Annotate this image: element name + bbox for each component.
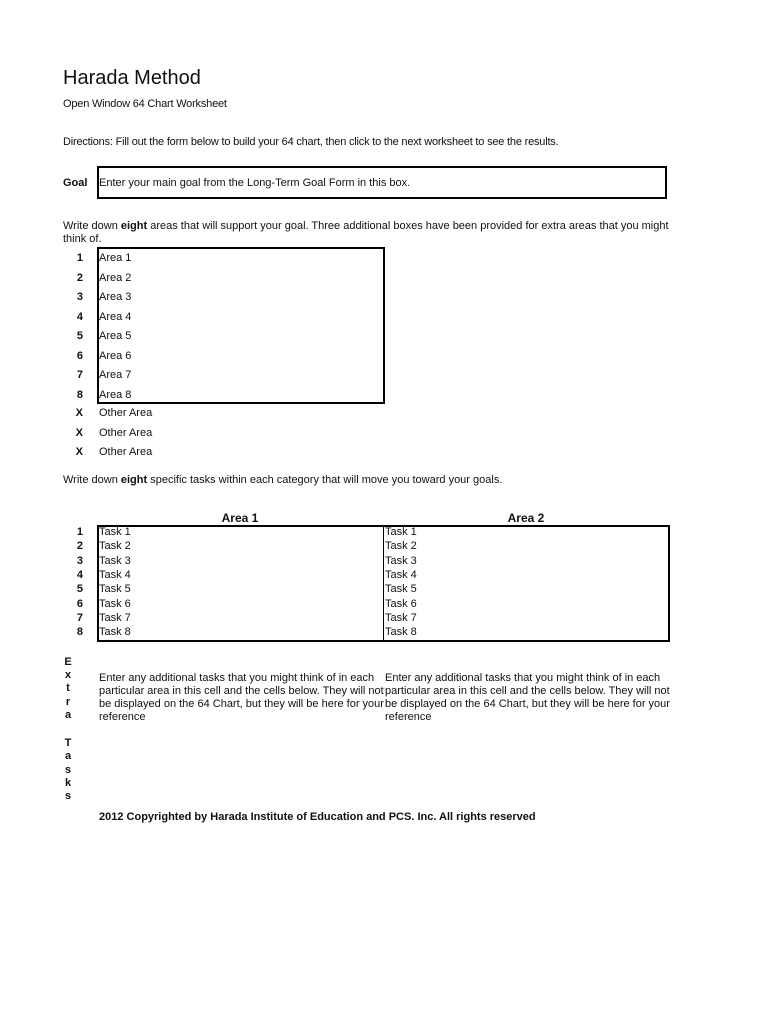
other-area-input[interactable]: Other Area — [99, 426, 153, 439]
other-area-marker: X — [75, 426, 83, 439]
task-input-area-2[interactable]: Task 1 — [385, 526, 417, 538]
task-input-area-1[interactable]: Task 4 — [99, 568, 131, 581]
areas-intro-bold: eight — [120, 220, 148, 232]
task-input-area-1[interactable]: Task 7 — [99, 611, 131, 624]
task-input-area-1[interactable]: Task 8 — [99, 626, 131, 639]
task-number: 7 — [76, 611, 83, 624]
task-input-area-2[interactable]: Task 6 — [385, 597, 417, 610]
extra-tasks-letter: E — [64, 656, 72, 668]
extra-tasks-letter: k — [64, 776, 72, 789]
task-input-area-2[interactable]: Task 5 — [385, 583, 417, 596]
area-number: 4 — [76, 310, 83, 323]
area-input[interactable]: Area 8 — [99, 388, 132, 401]
task-number: 5 — [76, 583, 83, 596]
task-input-area-2[interactable]: Task 2 — [385, 540, 417, 553]
task-number: 2 — [76, 540, 83, 553]
task-input-area-2[interactable]: Task 8 — [385, 626, 417, 639]
extra-tasks-letter: s — [64, 790, 72, 802]
other-area-marker: X — [75, 407, 83, 419]
area-number: 6 — [76, 349, 83, 362]
extra-tasks-letter: s — [64, 763, 72, 776]
areas-intro-before: Write down — [63, 220, 121, 232]
goal-input-text: Enter your main goal from the Long-Term Goal Form in this box. — [99, 177, 411, 189]
extra-tasks-letter: t — [66, 682, 70, 695]
area-input[interactable]: Area 7 — [99, 369, 132, 381]
task-number: 6 — [76, 597, 83, 610]
task-input-area-1[interactable]: Task 6 — [99, 597, 131, 610]
area-number: 3 — [76, 291, 83, 303]
other-area-marker: X — [75, 446, 83, 458]
extra-tasks-letter: x — [64, 669, 72, 682]
task-table-divider — [383, 525, 384, 642]
tasks-intro-after: specific tasks within each category that will move you toward your goals. — [147, 474, 503, 486]
areas-intro-after: areas that will support your goal. Three additional boxes have been provided for extra areas that you might think of. — [63, 220, 669, 245]
task-input-area-1[interactable]: Task 2 — [99, 540, 131, 553]
extra-tasks-note-area-1[interactable]: Enter any additional tasks that you might think of in each particular area in this cell and the cells below. They will not be displayed on the 64 Chart, but they will be here for your reference — [99, 672, 384, 723]
other-area-input[interactable]: Other Area — [99, 407, 153, 419]
task-input-area-2[interactable]: Task 7 — [385, 611, 417, 624]
area-number: 8 — [76, 388, 83, 401]
area-input[interactable]: Area 6 — [99, 349, 132, 362]
task-input-area-1[interactable]: Task 3 — [99, 554, 131, 567]
page-title: Harada Method — [63, 67, 201, 89]
task-column-heading-area-2: Area 2 — [507, 511, 545, 525]
task-number: 8 — [76, 626, 83, 639]
page-subtitle: Open Window 64 Chart Worksheet — [63, 98, 227, 110]
area-input[interactable]: Area 2 — [99, 271, 132, 284]
extra-tasks-letter: T — [64, 737, 72, 750]
task-number: 3 — [76, 554, 83, 567]
area-number: 5 — [76, 330, 83, 342]
areas-input-box[interactable] — [97, 247, 385, 404]
area-number: 2 — [76, 271, 83, 284]
area-number: 1 — [76, 252, 83, 264]
task-input-area-1[interactable]: Task 1 — [99, 526, 131, 538]
task-input-area-2[interactable]: Task 4 — [385, 568, 417, 581]
directions-text: Directions: Fill out the form below to build your 64 chart, then click to the next worksheet to see the results. — [63, 136, 559, 148]
copyright-notice: 2012 Copyrighted by Harada Institute of Education and PCS. Inc. All rights reserved — [99, 811, 536, 823]
area-input[interactable]: Area 5 — [99, 330, 132, 342]
extra-tasks-note-area-2[interactable]: Enter any additional tasks that you might think of in each particular area in this cell and the cells below. They will not be displayed on the 64 Chart, but they will be here for your reference — [385, 672, 670, 723]
task-number: 4 — [76, 568, 83, 581]
areas-intro-text — [63, 220, 673, 246]
area-input[interactable]: Area 3 — [99, 291, 132, 303]
task-input-area-1[interactable]: Task 5 — [99, 583, 131, 596]
extra-tasks-letter: a — [64, 708, 72, 721]
task-number: 1 — [76, 526, 83, 538]
tasks-intro-bold: eight — [120, 474, 148, 486]
task-input-area-2[interactable]: Task 3 — [385, 554, 417, 567]
tasks-intro-before: Write down — [63, 474, 121, 486]
goal-label: Goal — [63, 177, 88, 189]
other-area-input[interactable]: Other Area — [99, 446, 153, 458]
tasks-intro-text — [63, 474, 502, 486]
area-input[interactable]: Area 1 — [99, 252, 132, 264]
extra-tasks-letter: r — [65, 695, 71, 708]
extra-tasks-letter: a — [64, 750, 72, 763]
area-number: 7 — [76, 369, 83, 381]
area-input[interactable]: Area 4 — [99, 310, 132, 323]
task-column-heading-area-1: Area 1 — [221, 511, 259, 525]
